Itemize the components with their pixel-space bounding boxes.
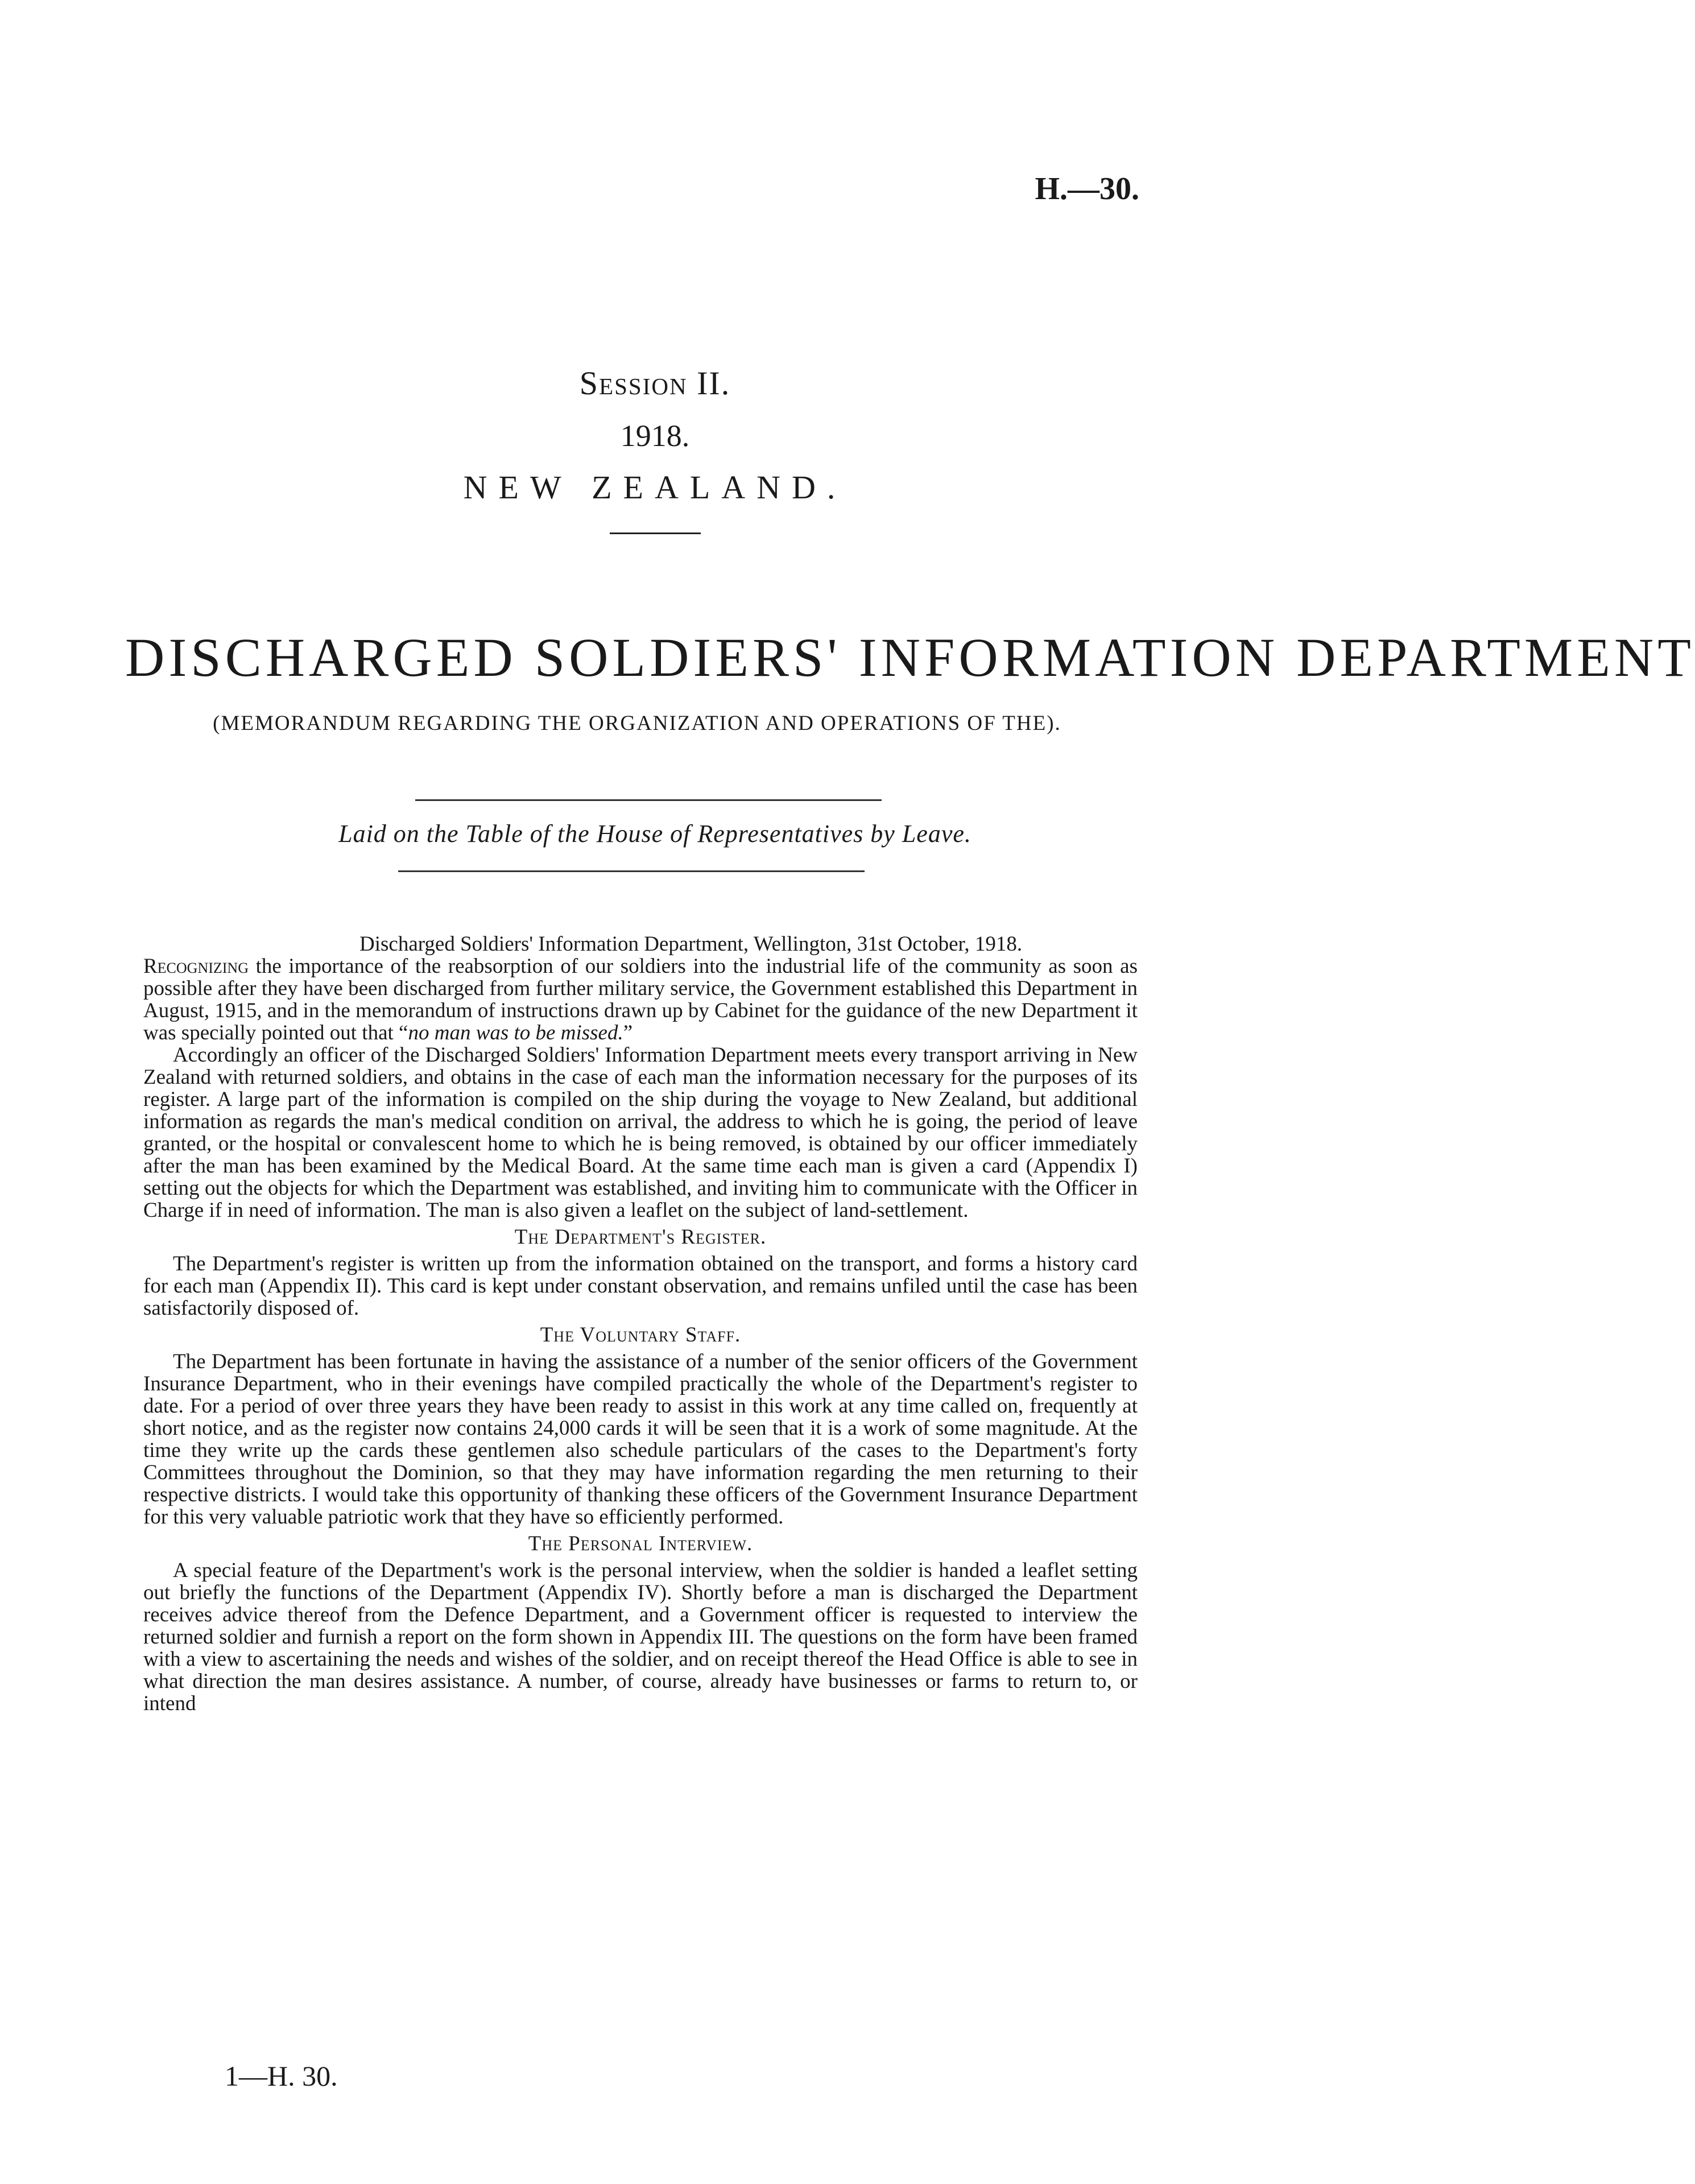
lower-divider: [398, 870, 865, 872]
intro-paragraph: [143, 955, 1138, 1044]
dateline: Discharged Soldiers' Information Department, Wellington, 31st October, 1918.: [359, 932, 1023, 956]
year-label: 1918.: [620, 419, 690, 453]
laid-on-table-note: Laid on the Table of the House of Representatives by Leave.: [338, 820, 971, 848]
transport-paragraph: Accordingly an officer of the Discharged Soldiers' Information Department meets every transport arriving in New Zealand with returned soldiers, and obtains in the case of each man the information necessary for the purposes of its register. A large part of the information is compiled on the ship during the voyage to New Zealand, but additional information as regards the man's medical condition on arrival, the address to which he is going, the period of leave granted, or the hospital or convalescent home to which he is being removed, is obtained by our officer immediately after the man has been examined by the Medical Board. At the same time each man is given a card (Appendix I) setting out the objects for which the Department was established, and inviting him to communicate with the Officer in Charge if in need of information. The man is also given a leaflet on the subject of land-settlement.: [143, 1043, 1138, 1222]
country-label: NEW ZEALAND.: [463, 469, 847, 506]
session-label: Session II.: [579, 365, 731, 402]
section-text-voluntary-staff: The Department has been fortunate in having the assistance of a number of the senior officers of the Government Insurance Department, who in their evenings have compiled practically the whole of the Department's register to date. For a period of over three years they have been ready to assist in this work at any time called on, frequently at short notice, and as the register now contains 24,000 cards it will be seen that it is a work of some magnitude. At the time they write up the cards these gentlemen also schedule particulars of the cases to the Department's forty Committees throughout the Dominion, so that they may have information regarding the men returning to their respective districts. I would take this opportunity of thanking these officers of the Government Insurance Department for this very valuable patriotic work that they have so efficiently performed.: [143, 1350, 1138, 1529]
footer-page-reference: 1—H. 30.: [225, 2060, 338, 2092]
section-heading-personal-interview: The Personal Interview.: [528, 1532, 753, 1555]
section-text-register: The Department's register is written up from the information obtained on the transport, and forms a history card for each man (Appendix II). This card is kept under constant observation, and remains unfiled until the case has been satisfactorily disposed of.: [143, 1252, 1138, 1320]
document-title: DISCHARGED SOLDIERS' INFORMATION DEPARTMENT: [125, 627, 1695, 688]
section-heading-voluntary-staff: The Voluntary Staff.: [540, 1323, 741, 1347]
section-text-personal-interview: A special feature of the Department's work is the personal interview, when the soldier is handed a leaflet setting out briefly the functions of the Department (Appendix IV). Shortly before a man is discharged the Department receives advice thereof from the Defence Department, and a Government officer is requested to interview the returned soldier and furnish a report on the form shown in Appendix III. The questions on the form have been framed with a view to ascertaining the needs and wishes of the soldier, and on receipt thereof the Head Office is able to see in what direction the man desires assistance. A number, of course, already have businesses or farms to return to, or intend: [143, 1559, 1138, 1715]
intro-quote-close: ”: [623, 1021, 633, 1044]
memorandum-body: [143, 933, 1138, 1715]
page-reference: H.—30.: [1035, 171, 1139, 207]
intro-quote: no man was to be missed.: [408, 1021, 623, 1044]
upper-divider: [415, 799, 882, 801]
document-header: [0, 364, 1310, 534]
intro-text: the importance of the reabsorption of our soldiers into the industrial life of the community as soon as possible after they have been discharged from further military service, the Government established this Department in August, 1915, and in the memorandum of instructions drawn up by Cabinet for the guidance of the new Department it was specially pointed out that “: [143, 955, 1138, 1044]
document-subtitle: (MEMORANDUM REGARDING THE ORGANIZATION AND OPERATIONS OF THE).: [213, 712, 1061, 735]
section-heading-register: The Department's Register.: [514, 1225, 767, 1249]
header-rule: [610, 532, 701, 534]
intro-lead-word: Recognizing: [143, 955, 249, 978]
